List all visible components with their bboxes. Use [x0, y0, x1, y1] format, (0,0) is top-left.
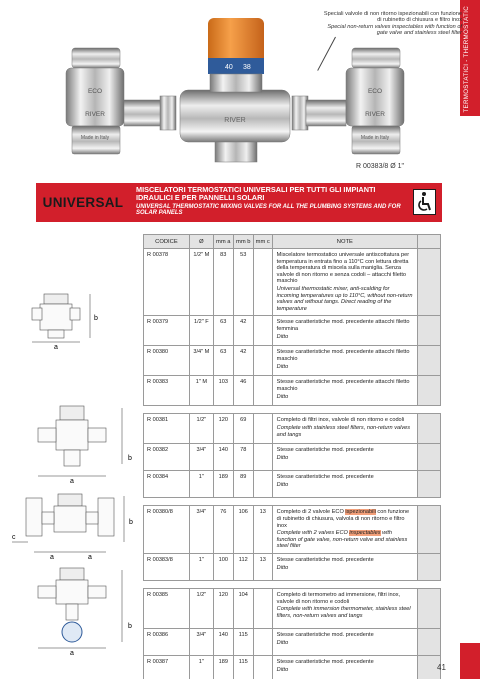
dim-a-2: a	[70, 478, 74, 484]
cell-note	[272, 444, 417, 471]
col-header-blank	[418, 235, 441, 249]
table-row	[144, 628, 441, 655]
cell-note	[272, 553, 417, 580]
note-en: Ditto	[276, 564, 289, 571]
left-nut-text: ECO	[87, 88, 103, 95]
product-photo	[60, 18, 420, 168]
cell-diameter: 1/2"	[189, 414, 213, 444]
note-en-highlight: inspectables	[349, 530, 381, 537]
cell-c	[253, 414, 272, 444]
note-en: Ditto	[276, 363, 289, 370]
note-it: Stesse caratteristiche mod. precedente	[276, 556, 374, 563]
cell-blank	[418, 444, 441, 471]
cell-b: 42	[233, 316, 253, 346]
cell-code: R 00381	[144, 414, 190, 444]
callout-it: Speciali valvole di non ritorno ispezionabili con funzione di rubinetto di chiusura e filtro inox	[323, 11, 462, 24]
cell-b: 53	[233, 249, 253, 316]
schematic-mixer-eco	[8, 492, 140, 560]
cell-blank	[418, 553, 441, 580]
note-it: Stesse caratteristiche mod. precedente	[276, 474, 374, 481]
schematic-mixer-thermometer	[30, 566, 140, 656]
dim-b-4: b	[128, 623, 132, 630]
cell-note	[272, 414, 417, 444]
page-number: 41	[437, 663, 446, 672]
cell-a: 140	[213, 628, 233, 655]
cell-b: 46	[233, 376, 253, 406]
cell-diameter: 3/4" M	[189, 346, 213, 376]
banner-titles	[136, 186, 406, 217]
note-it: Completo di filtri inox, valvole di non ritorno e codoli	[276, 417, 405, 424]
cell-code: R 00382	[144, 444, 190, 471]
dim-a-5: a	[70, 650, 74, 656]
cell-c	[253, 444, 272, 471]
wheelchair-icon	[413, 189, 436, 215]
left-made-in-italy: Made in Italy	[80, 135, 110, 141]
note-it: Stesse caratteristiche mod. precedente attacchi filetto femmina	[276, 319, 410, 332]
note-en: Universal thermostatic mixer, anti-scalding for incoming temperatures up to 110°C, without non-return valves and without tangs. Direct reading of the temperature	[276, 285, 413, 312]
cell-blank	[418, 471, 441, 498]
col-header-code: CODICE	[144, 235, 190, 249]
cell-c	[253, 316, 272, 346]
dim-a-1: a	[54, 344, 58, 350]
cell-c	[253, 628, 272, 655]
note-it: Completo di termometro ad immersione, filtri inox, valvole di non ritorno e codoli	[276, 591, 401, 605]
cell-a: 100	[213, 553, 233, 580]
cell-blank	[418, 346, 441, 376]
cell-a: 189	[213, 655, 233, 679]
cell-a: 63	[213, 346, 233, 376]
cell-b: 115	[233, 655, 253, 679]
note-en: Ditto	[276, 333, 289, 340]
cell-a: 189	[213, 471, 233, 498]
cell-diameter: 1" M	[189, 376, 213, 406]
note-it: Stesse caratteristiche mod. precedente	[276, 447, 374, 454]
banner-title-it: MISCELATORI TERMOSTATICI UNIVERSALI PER TUTTI GLI IMPIANTI IDRAULICI E PER PANNELLI SOLARI	[136, 185, 376, 203]
cell-diameter: 1/2"	[189, 588, 213, 628]
section-tab	[460, 0, 480, 116]
note-en: Ditto	[276, 454, 289, 461]
cell-b: 106	[233, 506, 253, 554]
note-it-pre: Completo di 2 valvole ECO	[276, 509, 346, 516]
table-row	[144, 414, 441, 444]
table-header-row	[144, 235, 441, 249]
note-en: Ditto	[276, 481, 289, 488]
footer-tab	[460, 643, 480, 679]
cell-a: 83	[213, 249, 233, 316]
cell-diameter: 1/2" F	[189, 316, 213, 346]
note-it-post: con funzione di rubinetto di chiusura, valvola di non ritorno e filtro inox	[276, 509, 410, 529]
table-row	[144, 249, 441, 316]
dim-b-3: b	[129, 519, 133, 526]
note-it: Miscelatore termostatico universale antiscottatura per temperatura in entrata fino a 110°C con lettura diretta della temperatura di miscela sulla maniglia. Senza valvole di non ritorno e senza codoli – attacchi filetto maschio	[276, 252, 410, 285]
cell-blank	[418, 249, 441, 316]
col-header-a: mm a	[213, 235, 233, 249]
cell-blank	[418, 316, 441, 346]
cell-c	[253, 588, 272, 628]
dim-b-1: b	[94, 315, 98, 322]
col-header-note: NOTE	[272, 235, 417, 249]
col-header-c: mm c	[253, 235, 272, 249]
cell-note	[272, 588, 417, 628]
table-row	[144, 316, 441, 346]
right-made-in-italy: Made in Italy	[360, 135, 390, 141]
table-row	[144, 471, 441, 498]
table-row	[144, 376, 441, 406]
cell-a: 76	[213, 506, 233, 554]
col-header-diameter: Ø	[189, 235, 213, 249]
dim-c: c	[12, 534, 16, 541]
cell-code: R 00386	[144, 628, 190, 655]
banner-title-en: UNIVERSAL THERMOSTATIC MIXING VALVES FOR ALL THE PLUMBING SYSTEMS AND FOR SOLAR PANELS	[136, 203, 401, 217]
cell-c: 13	[253, 553, 272, 580]
cell-diameter: 3/4"	[189, 506, 213, 554]
right-body-text: RIVER	[365, 111, 385, 118]
cell-note	[272, 376, 417, 406]
schematic-mixer-valves	[30, 404, 140, 484]
cell-note	[272, 316, 417, 346]
cell-c	[253, 471, 272, 498]
cell-blank	[418, 628, 441, 655]
cell-diameter: 1/2" M	[189, 249, 213, 316]
cell-b: 69	[233, 414, 253, 444]
cell-code: R 00383	[144, 376, 190, 406]
cell-diameter: 3/4"	[189, 444, 213, 471]
cell-diameter: 1"	[189, 471, 213, 498]
table-row	[144, 346, 441, 376]
table-row	[144, 506, 441, 554]
note-it: Stesse caratteristiche mod. precedente	[276, 631, 374, 638]
note-en	[277, 530, 413, 550]
cell-b: 78	[233, 444, 253, 471]
note-it: Stesse caratteristiche mod. precedente attacchi filetto maschio	[276, 349, 410, 362]
cell-blank	[418, 506, 441, 554]
cell-note	[272, 628, 417, 655]
cell-code: R 00384	[144, 471, 190, 498]
table-row	[144, 588, 441, 628]
cell-code: R 00378	[144, 249, 190, 316]
cell-diameter: 3/4"	[189, 628, 213, 655]
col-header-b: mm b	[233, 235, 253, 249]
note-en: Ditto	[276, 393, 289, 400]
left-body-text: RIVER	[85, 111, 105, 118]
cell-note	[272, 655, 417, 679]
cell-diameter: 1"	[189, 553, 213, 580]
table-row	[144, 553, 441, 580]
callout-en: Special non-return valves inspectables with function of gate valve and stainless steel filter	[327, 23, 462, 37]
note-it: Stesse caratteristiche mod. precedente	[276, 658, 374, 665]
table-row	[144, 655, 441, 679]
note-en: Complete with stainless steel filters, non-return valves and tangs	[276, 424, 411, 438]
dim-a-3: a	[50, 554, 54, 560]
schematic-mixer	[30, 292, 140, 350]
dim-b-2: b	[128, 455, 132, 462]
cell-b: 89	[233, 471, 253, 498]
cell-b: 112	[233, 553, 253, 580]
cell-note	[272, 346, 417, 376]
note-en: Complete with immersion thermometer, stainless steel filters, non-return valves and tangs	[276, 606, 411, 619]
right-nut-text: ECO	[367, 88, 383, 95]
cell-blank	[418, 376, 441, 406]
table-row	[144, 444, 441, 471]
note-en-post: with function of gate valve, non-return valve and stainless steel filter	[276, 530, 408, 550]
cell-b: 115	[233, 628, 253, 655]
cell-diameter: 1"	[189, 655, 213, 679]
cell-code: R 00383/8	[144, 553, 190, 580]
note-it-highlight: ispezionabili	[345, 509, 376, 516]
cell-blank	[418, 588, 441, 628]
cell-a: 103	[213, 376, 233, 406]
cell-code: R 00380/8	[144, 506, 190, 554]
cell-b: 104	[233, 588, 253, 628]
universal-logo: UNIVERSAL	[42, 195, 124, 210]
cell-c	[253, 346, 272, 376]
note-en: Ditto	[276, 639, 289, 646]
dial-number-1: 40	[225, 64, 233, 71]
cell-b: 42	[233, 346, 253, 376]
cell-note	[272, 471, 417, 498]
cell-c	[253, 249, 272, 316]
section-tab-label: TERMOSTATICI - THERMOSTATIC	[463, 6, 470, 113]
cell-c: 13	[253, 506, 272, 554]
product-banner	[36, 183, 442, 222]
body-brand-text: RIVER	[224, 117, 246, 124]
dial-number-2: 38	[243, 64, 251, 71]
note-it: Stesse caratteristiche mod. precedente attacchi filetto maschio	[276, 379, 410, 392]
cell-code: R 00379	[144, 316, 190, 346]
photo-caption: R 00383/8 Ø 1"	[356, 163, 405, 170]
spec-table	[143, 234, 441, 679]
cell-note	[272, 249, 417, 316]
cell-blank	[418, 414, 441, 444]
cell-code: R 00385	[144, 588, 190, 628]
cell-c	[253, 376, 272, 406]
cell-c	[253, 655, 272, 679]
cell-code: R 00380	[144, 346, 190, 376]
cell-a: 63	[213, 316, 233, 346]
cell-note	[272, 506, 417, 554]
cell-a: 120	[213, 414, 233, 444]
cell-a: 140	[213, 444, 233, 471]
note-en-pre: Complete with 2 valves ECO	[276, 530, 350, 537]
cell-a: 120	[213, 588, 233, 628]
cell-code: R 00387	[144, 655, 190, 679]
dim-a-4: a	[88, 554, 92, 560]
note-en: Ditto	[276, 666, 289, 673]
